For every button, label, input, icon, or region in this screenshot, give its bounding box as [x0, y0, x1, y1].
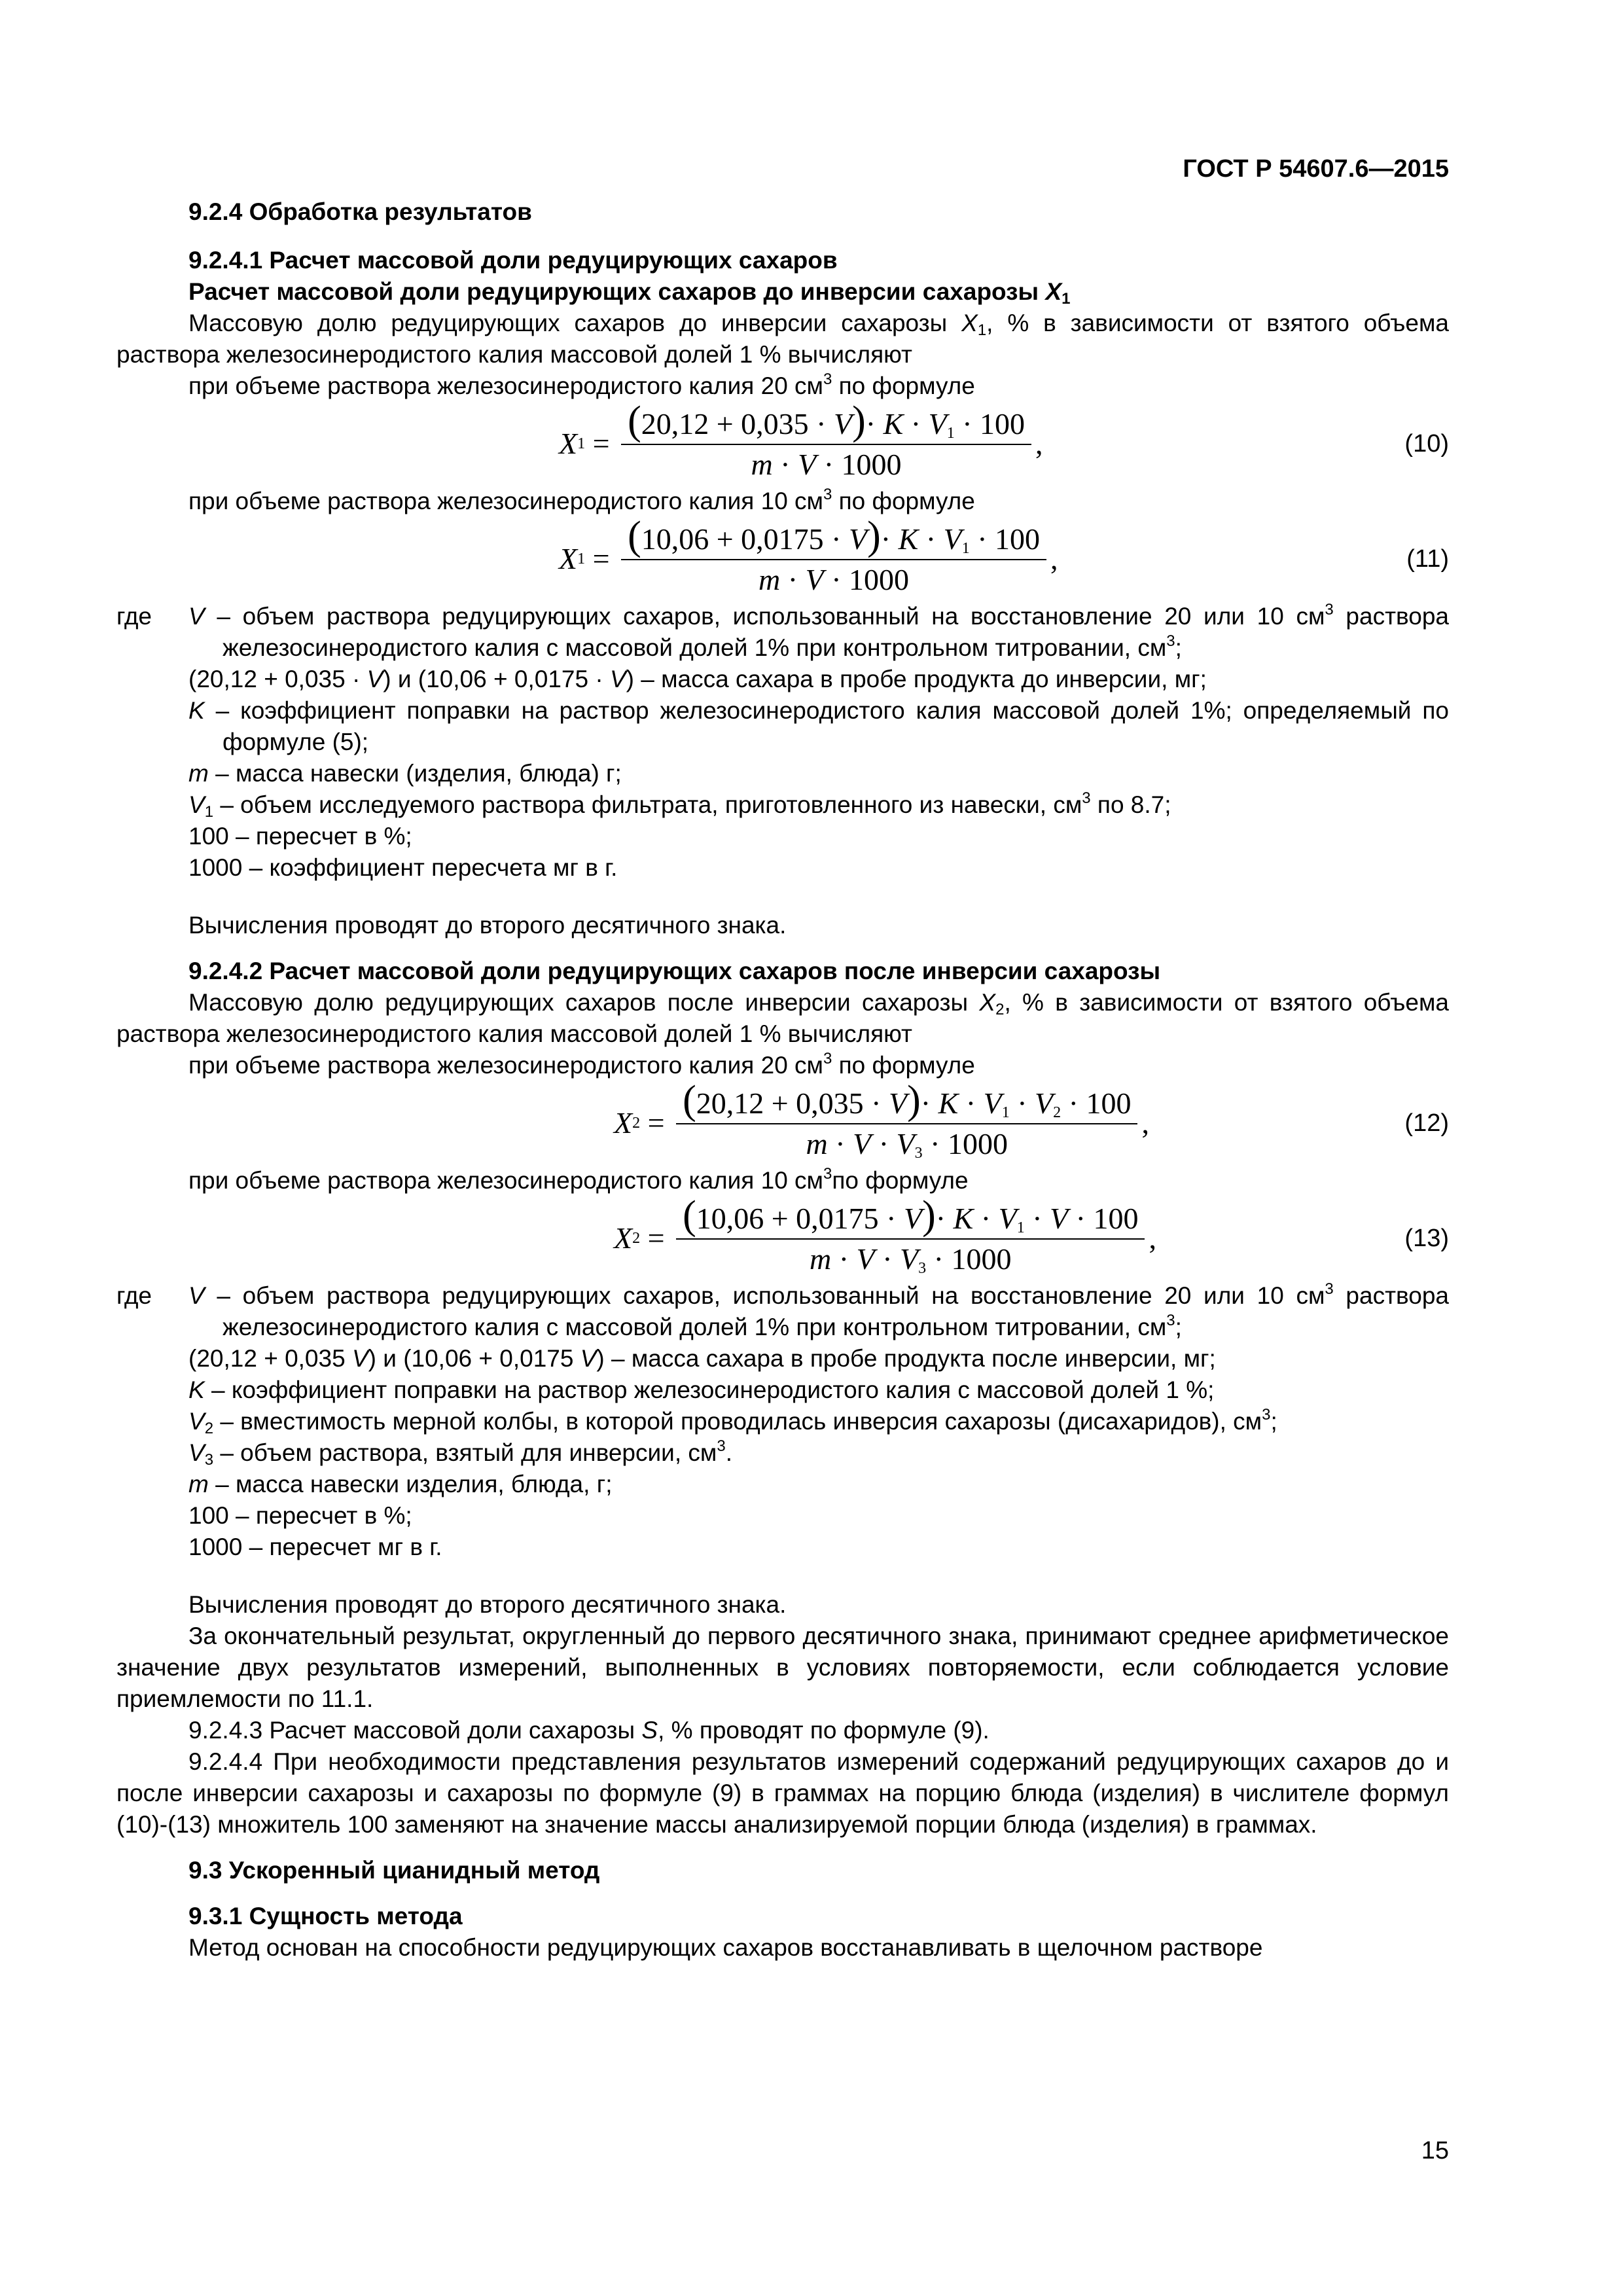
legend-2-m: m – масса навески изделия, блюда, г;	[188, 1471, 613, 1498]
where-label: где	[116, 603, 152, 630]
heading-9-2-4-2: 9.2.4.2 Расчет массовой доли редуцирующих сахаров после инверсии сахарозы	[188, 958, 1161, 984]
formula-12	[116, 1077, 1449, 1165]
paragraph-9-2-4-4: 9.2.4.4 При необходимости представления результатов измерений содержаний редуцирующих сахаров до и после инверсии сахарозы и сахарозы по формуле (9) в граммах на порцию блюда (изделия) в числителе формул (10)-(13) множитель 100 заменяют на значение массы анализируемой порции блюда (изделия) в граммах.	[116, 1748, 1449, 1838]
paragraph-final-result: За окончательный результат, округленный до первого десятичного знака, принимают среднее арифметическое значение двух результатов измерений, выполненных в условиях повторяемости, если соблюдается условие приемлемости по 11.1.	[116, 1623, 1449, 1712]
legend-2-v: V – объем раствора редуцирующих сахаров, использованный на восстановление 20 или 10 $см^3$ раствора железосинеродистого калия с массовой долей 1% при контрольном титровании, $см^3$;	[188, 1280, 1449, 1340]
calc-precision-2: Вычисления проводят до второго десятичного знака.	[188, 1591, 787, 1618]
heading-9-3-1: 9.3.1 Сущность метода	[188, 1903, 463, 1929]
legend-2-1000: 1000 – пересчет мг в г.	[188, 1534, 442, 1560]
formula-12-expression: X 2 = $\frac{(20,12 + 0,035 \cdot V)\cdot K \cdot V_1 \cdot V_2 \cdot 100}{m \cdot V \cdot V_3 \cdot 1000}$ ,	[614, 1077, 1149, 1162]
formula-13	[116, 1193, 1449, 1280]
formula-10-expression: X 1 = $\frac{(20,12 + 0,035 \cdot V)\cdot K \cdot V_1 \cdot 100}{m \cdot V \cdot 1000}$ ,	[559, 398, 1043, 481]
formula-10-number: (10)	[1404, 430, 1449, 457]
legend-1-v: V – объем раствора редуцирующих сахаров, использованный на восстановление 20 или 10 $см^3$ раствора железосинеродистого калия с массовой долей 1% при контрольном титровании, $см^3$;	[188, 601, 1449, 661]
formula-11-expression: X 1 = $\frac{(10,06 + 0,0175 \cdot V)\cdot K \cdot V_1 \cdot 100}{m \cdot V \cdot 1000}$ ,	[559, 513, 1058, 596]
legend-2-v2: $V_2$ – вместимость мерной колбы, в которой проводилась инверсия сахарозы (дисахаридов), $см^3$;	[188, 1406, 1277, 1437]
heading-9-2-4: 9.2.4 Обработка результатов	[188, 198, 532, 225]
condition-20cm3-after: при объеме раствора железосинеродистого калия 20 $см^3$ по формуле	[188, 1050, 975, 1079]
legend-1-k: K – коэффициент поправки на раствор железосинеродистого калия массовой долей 1%; определяемый по формуле (5);	[188, 697, 1449, 755]
heading-9-3: 9.3 Ускоренный цианидный метод	[188, 1857, 600, 1884]
legend-1-mass: (20,12 + 0,035 · V) и (10,06 + 0,0175 · V) – масса сахара в пробе продукта до инверсии, мг;	[188, 666, 1207, 692]
paragraph-x2-intro: Массовую долю редуцирующих сахаров после инверсии сахарозы $X_2$, % в зависимости от взятого объема раствора железосинеродистого калия массовой долей 1 % вычисляют	[116, 989, 1449, 1047]
legend-2-v3: $V_3$ – объем раствора, взятый для инверсии, $см^3$.	[188, 1437, 732, 1469]
variable-legend-1	[116, 601, 1449, 884]
formula-13-number: (13)	[1404, 1225, 1449, 1252]
legend-1-m: m – масса навески (изделия, блюда) г;	[188, 760, 622, 787]
condition-20cm3: при объеме раствора железосинеродистого калия 20 $см^3$ по формуле	[188, 370, 975, 399]
variable-legend-2	[116, 1280, 1449, 1563]
legend-1-1000: 1000 – коэффициент пересчета мг в г.	[188, 854, 618, 881]
paragraph-9-2-4-3: 9.2.4.3 Расчет массовой доли сахарозы S, % проводят по формуле (9).	[188, 1717, 990, 1744]
section-9-2-4	[116, 196, 1449, 1964]
page-number: 15	[1421, 2137, 1449, 2164]
legend-2-100: 100 – пересчет в %;	[188, 1502, 412, 1529]
paragraph-9-3-1: Метод основан на способности редуцирующих сахаров восстанавливать в щелочном растворе	[188, 1934, 1263, 1961]
document-header: ГОСТ Р 54607.6—2015	[1183, 155, 1449, 183]
subheading-before-inversion: Расчет массовой доли редуцирующих сахаров до инверсии сахарозы $X_1$	[188, 278, 1071, 308]
formula-11	[116, 513, 1449, 601]
condition-10cm3: при объеме раствора железосинеродистого калия 10 $см^3$ по формуле	[188, 486, 975, 514]
legend-1-v1: $V_1$ – объем исследуемого раствора фильтрата, приготовленного из навески, $см^3$ по 8.7;	[188, 789, 1171, 821]
where-label: где	[116, 1282, 152, 1309]
calc-precision-1: Вычисления проводят до второго десятичного знака.	[188, 912, 787, 939]
legend-2-k: K – коэффициент поправки на раствор железосинеродистого калия с массовой долей 1 %;	[188, 1376, 1215, 1403]
legend-1-100: 100 – пересчет в %;	[188, 823, 412, 850]
formula-10	[116, 398, 1449, 486]
heading-9-2-4-1: 9.2.4.1 Расчет массовой доли редуцирующих сахаров	[188, 247, 838, 274]
formula-12-number: (12)	[1404, 1109, 1449, 1137]
formula-13-expression: X 2 = $\frac{(10,06 + 0,0175 \cdot V)\cdot K \cdot V_1 \cdot V \cdot 100}{m \cdot V \cdot V_3 \cdot 1000}$ ,	[614, 1193, 1156, 1277]
condition-10cm3-after: при объеме раствора железосинеродистого калия 10 $см^3по$ формуле	[188, 1165, 969, 1194]
legend-2-mass: (20,12 + 0,035 V) и (10,06 + 0,0175 V) – масса сахара в пробе продукта после инверсии, мг;	[188, 1345, 1216, 1372]
formula-11-number: (11)	[1406, 545, 1449, 573]
paragraph-x1-intro: Массовую долю редуцирующих сахаров до инверсии сахарозы $X_1$, % в зависимости от взятого объема раствора железосинеродистого калия массовой долей 1 % вычисляют	[116, 310, 1449, 368]
